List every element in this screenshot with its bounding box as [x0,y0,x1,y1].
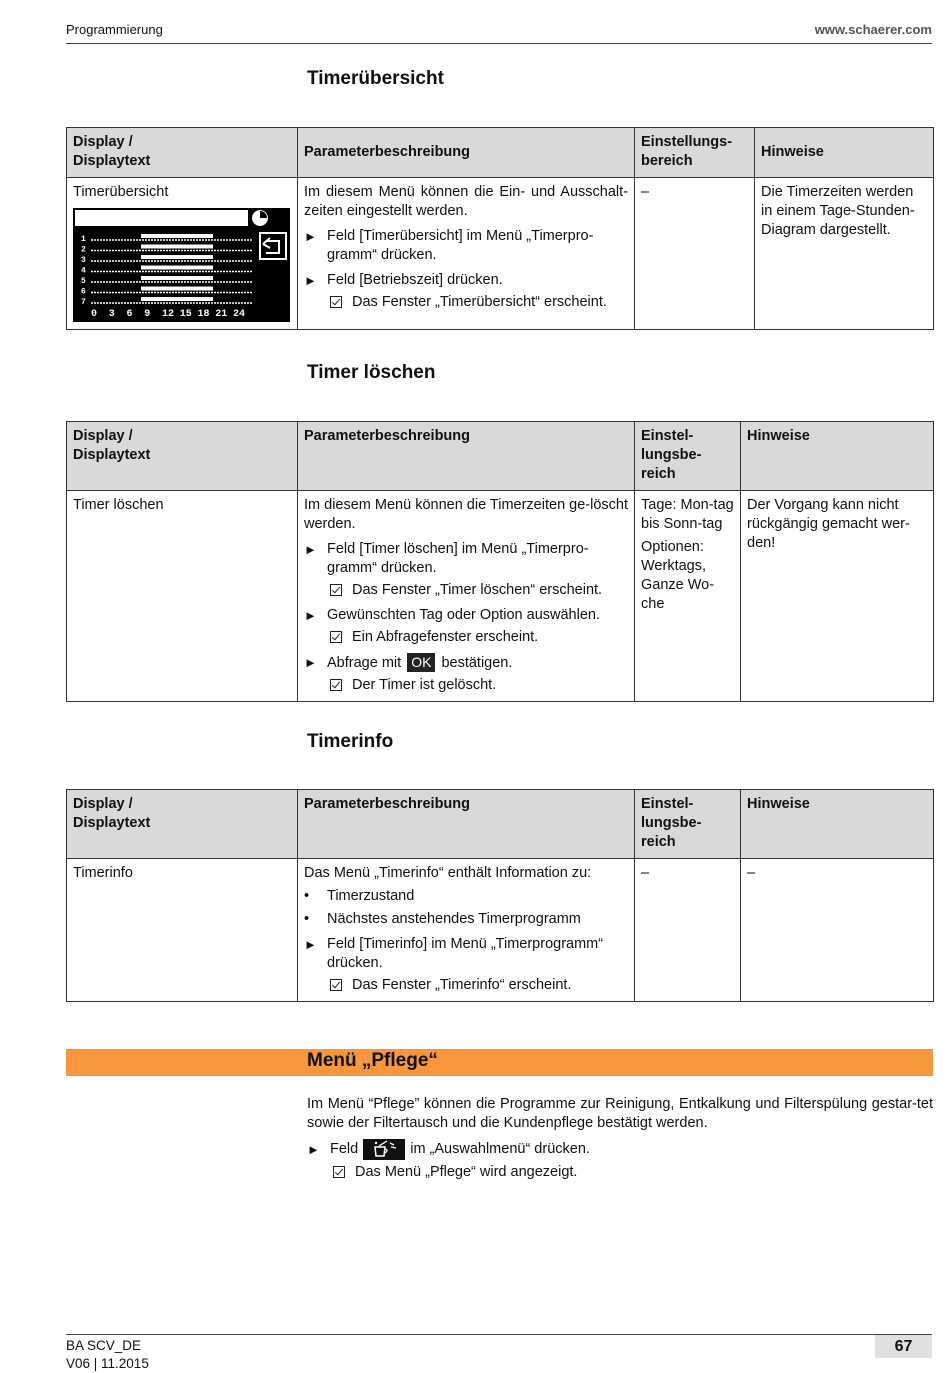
result-item [304,628,628,647]
footer-version: V06 | 11.2015 [66,1356,149,1371]
col-header-notes: Hinweise [741,422,934,491]
lcd-timer-overview [73,208,290,322]
lcd-timer-block [141,255,213,259]
page-number: 67 [875,1335,932,1358]
lcd-hour-label: 0 [91,309,98,320]
lcd-hour-labels [91,309,245,320]
result-text: Das Menü „Pflege“ wird angezeigt. [355,1164,578,1180]
cell-description [298,178,635,330]
description-text: Das Menü „Timerinfo“ enthält Information zu: [304,865,592,881]
checkbox-icon [330,584,342,596]
lcd-hour-label: 3 [108,309,115,320]
lcd-timer-block [141,266,213,270]
bullet-item: • Timerzustand [304,888,415,904]
table-row [67,859,934,1002]
display-text: Timerübersicht [73,184,169,200]
lcd-timer-block [141,245,213,249]
arrow-icon: ► [304,655,317,670]
table-row [67,491,934,702]
col-header-range: Einstel- lungsbe- reich [635,790,741,859]
bullet-text: Timerzustand [327,888,415,904]
table-timer-loeschen [66,421,934,702]
col-header-display: Display / Displaytext [67,790,298,859]
range-days: Tage: Mon-tag bis Sonn-tag [641,497,734,532]
arrow-icon: ► [304,937,317,952]
cell-description [298,859,635,1002]
care-menu-intro [307,1095,933,1182]
cell-display: Timerinfo [67,859,298,1002]
checkbox-icon [330,679,342,691]
cell-range [635,491,741,702]
cell-notes: Die Timerzeiten werden in einem Tage-Stunden-Diagram dargestellt. [755,178,934,330]
section-title-timeruebersicht: Timerübersicht [307,68,444,89]
step-item [307,1139,933,1160]
arrow-icon: ► [307,1142,320,1157]
col-header-range: Einstel- lungsbe- reich [635,422,741,491]
header-website[interactable]: www.schaerer.com [814,22,932,37]
lcd-hour-label: 6 [126,309,133,320]
care-menu-title: Menü „Pflege“ [307,1050,438,1071]
footer-divider [66,1334,932,1335]
step-text: Feld [Betriebszeit] drücken. [327,272,503,288]
checkbox-icon [333,1166,345,1178]
lcd-hour-label: 21 [215,309,228,320]
ok-button-icon: OK [407,653,435,672]
result-text: Der Timer ist gelöscht. [352,677,497,693]
lcd-hour-label: 15 [179,309,192,320]
col-header-description: Parameterbeschreibung [298,422,635,491]
col-header-description: Parameterbeschreibung [298,128,635,178]
bullet-text: Nächstes anstehendes Timerprogramm [327,911,581,927]
step-item [304,227,628,265]
table-timeruebersicht [66,127,934,330]
result-text: Das Fenster „Timer löschen“ erscheint. [352,582,603,598]
step-item [304,606,628,625]
step-text: Gewünschten Tag oder Option auswählen. [327,607,600,623]
checkbox-icon [330,631,342,643]
result-item [304,676,628,695]
result-item [307,1163,933,1182]
step-text-before: Feld [330,1141,359,1157]
lcd-timer-block [141,297,213,301]
lcd-day-label: 5 [81,277,86,286]
lcd-timer-block [141,276,213,280]
step-text-before: Abfrage mit [327,655,402,671]
lcd-day-label: 6 [81,287,86,297]
lcd-hour-label: 9 [144,309,151,320]
care-intro-text: Im Menü “Pflege” können die Programme zur Reinigung, Entkalkung und Filterspülung gestar-tet sowie der Filtertausch und die Kundenpflege bestätigt werden. [307,1096,933,1131]
cell-range: – [635,859,741,1002]
lcd-day-label: 1 [81,235,86,244]
section-title-timerinfo: Timerinfo [307,731,394,752]
step-text [327,653,512,673]
bullet-item: • Nächstes anstehendes Timerprogramm [304,911,581,927]
table-header-row [67,422,934,491]
result-item [304,581,628,600]
col-header-range: Einstellungs- bereich [635,128,755,178]
step-item [304,935,628,973]
table-row [67,178,934,330]
arrow-icon: ► [304,229,317,244]
care-cup-icon [363,1139,405,1160]
col-header-notes: Hinweise [755,128,934,178]
result-text: Das Fenster „Timerübersicht“ erscheint. [352,294,607,310]
result-text: Ein Abfragefenster erscheint. [352,629,539,645]
lcd-day-label: 2 [81,245,86,255]
step-item [304,653,628,673]
col-header-notes: Hinweise [741,790,934,859]
result-item [304,293,628,312]
description-text: Im diesem Menü können die Timerzeiten ge-löscht werden. [304,497,628,532]
cell-notes: – [741,859,934,1002]
description-text: Im diesem Menü können die Ein- und Ausschalt-zeiten eingestellt werden. [304,184,628,219]
step-text-after: im „Auswahlmenü“ drücken. [410,1141,590,1157]
arrow-icon: ► [304,273,317,288]
step-item [304,540,628,578]
lcd-hour-label: 12 [162,309,175,320]
step-text: Feld [Timer löschen] im Menü „Timerpro-gramm“ drücken. [327,541,589,576]
cell-notes: Der Vorgang kann nicht rückgängig gemacht wer-den! [741,491,934,702]
lcd-day-labels [81,235,86,307]
back-icon [260,233,286,259]
range-options: Optionen: Werktags, Ganze Wo-che [641,539,715,612]
step-item [304,271,628,290]
col-header-description: Parameterbeschreibung [298,790,635,859]
lcd-day-label: 7 [81,298,86,307]
header-section: Programmierung [66,22,163,37]
step-text-after: bestätigen. [441,655,513,671]
cell-display [67,178,298,330]
step-text: Feld [Timerübersicht] im Menü „Timerpro-gramm“ drücken. [327,228,594,263]
table-timerinfo [66,789,934,1002]
header-divider [66,43,932,44]
section-banner [66,1049,933,1076]
arrow-icon: ► [304,608,317,623]
lcd-hour-label: 24 [233,309,246,320]
result-item [304,976,628,995]
lcd-timer-block [141,234,213,238]
table-header-row [67,128,934,178]
cell-range: – [635,178,755,330]
section-title-timer-loeschen: Timer löschen [307,362,436,383]
col-header-display: Display / Displaytext [67,128,298,178]
col-header-display: Display / Displaytext [67,422,298,491]
lcd-timer-block [141,287,213,291]
checkbox-icon [330,296,342,308]
lcd-hour-label: 18 [197,309,210,320]
cell-description [298,491,635,702]
lcd-day-label: 3 [81,256,86,265]
lcd-graphic [73,208,290,322]
arrow-icon: ► [304,542,317,557]
table-header-row [67,790,934,859]
footer-doc: BA SCV_DE [66,1338,142,1353]
checkbox-icon [330,979,342,991]
cell-display: Timer löschen [67,491,298,702]
result-text: Das Fenster „Timerinfo“ erscheint. [352,977,572,993]
step-text: Feld [Timerinfo] im Menü „Timerprogramm“ drücken. [327,936,604,971]
lcd-day-label: 4 [81,266,86,276]
